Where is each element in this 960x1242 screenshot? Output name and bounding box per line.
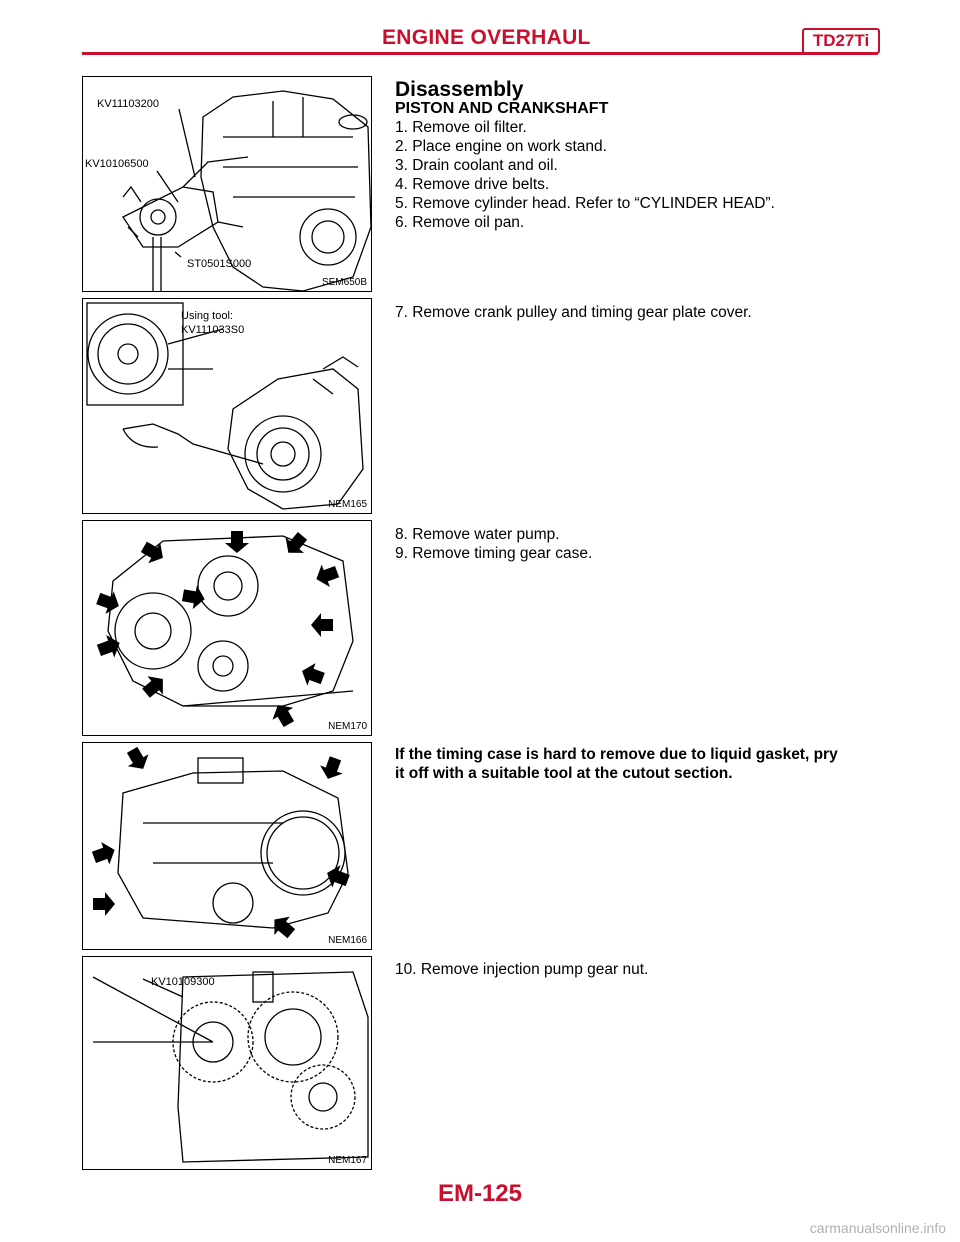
step-item: 10. Remove injection pump gear nut. <box>395 961 649 978</box>
tool-label: KV11103200 <box>97 98 159 110</box>
timing-case-illustration <box>83 743 372 950</box>
engine-model-badge: TD27Ti <box>802 28 880 54</box>
step-item: 4. Remove drive belts. <box>395 176 550 193</box>
text-block-water-pump <box>395 525 875 563</box>
page-number: EM-125 <box>437 1180 523 1207</box>
figure-code: NEM165 <box>328 499 367 510</box>
figure-code: NEM167 <box>328 1155 367 1166</box>
tool-label: KV10106500 <box>85 158 149 170</box>
figure-code: SEM650B <box>321 277 367 288</box>
step-item: 2. Place engine on work stand. <box>395 138 607 155</box>
step-item: 7. Remove crank pulley and timing gear plate cover. <box>395 304 752 321</box>
step-item: 5. Remove cylinder head. Refer to “CYLINDER HEAD”. <box>395 195 775 212</box>
text-block-disassembly <box>395 80 875 232</box>
figure-injection-pump-gear <box>82 956 372 1170</box>
figure-engine-on-stand <box>82 76 372 292</box>
figure-code: NEM166 <box>328 935 367 946</box>
tool-label: Using tool: <box>181 310 233 322</box>
note-line: If the timing case is hard to remove due to liquid gasket, pry <box>395 746 838 763</box>
step-item: 9. Remove timing gear case. <box>395 545 593 562</box>
text-block-liquid-gasket-note <box>395 745 875 783</box>
tool-label: ST0501S000 <box>187 258 252 270</box>
figure-timing-case-cutout <box>82 742 372 950</box>
timing-gear-case-illustration <box>83 521 372 736</box>
step-item: 3. Drain coolant and oil. <box>395 157 558 174</box>
sub-title: PISTON AND CRANKSHAFT <box>395 100 609 117</box>
step-item: 6. Remove oil pan. <box>395 214 525 231</box>
text-block-crank-pulley <box>395 303 875 322</box>
note-line: it off with a suitable tool at the cutout section. <box>395 765 733 782</box>
section-title: Disassembly <box>395 78 524 101</box>
injection-pump-gear-illustration <box>83 957 372 1170</box>
figure-code: NEM170 <box>328 721 367 732</box>
header-title: ENGINE OVERHAUL <box>382 26 591 49</box>
tool-label: KV111033S0 <box>181 324 245 336</box>
page-header <box>82 22 878 58</box>
engine-stand-illustration <box>83 77 372 292</box>
crank-pulley-illustration <box>83 299 372 514</box>
text-block-injection-pump <box>395 960 875 979</box>
header-rule <box>82 52 878 55</box>
figure-timing-gear-case-bolts <box>82 520 372 736</box>
step-item: 1. Remove oil filter. <box>395 119 527 136</box>
watermark: carmanualsonline.info <box>809 1220 946 1236</box>
tool-label: KV10109300 <box>151 976 215 988</box>
figure-crank-pulley <box>82 298 372 514</box>
step-item: 8. Remove water pump. <box>395 526 560 543</box>
